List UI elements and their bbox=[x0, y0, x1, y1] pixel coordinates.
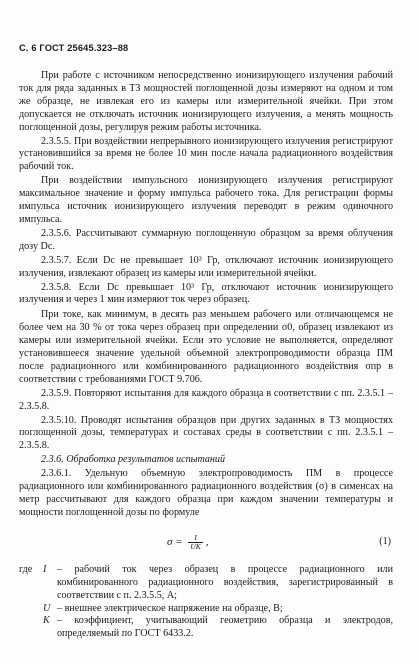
legend-lead: где bbox=[19, 563, 33, 575]
formula-tail: , bbox=[205, 535, 209, 548]
legend-text: – рабочий ток через образец в процессе радиационного или комбинированного радиационного воздействия, зарегистрированный в соответствии с п. 2.3.5.5, А; bbox=[57, 563, 393, 601]
section-title: 2.3.6. Обработка результатов испытаний bbox=[41, 454, 226, 466]
formula-fraction bbox=[188, 534, 202, 551]
legend-item bbox=[19, 564, 393, 603]
paragraph: 2.3.5.10. Проводят испытания образцов при других заданных в ТЗ мощностях поглощенной дозы, температурах и составах среды в соответствии с пп. 2.3.5.1 – 2.3.5.8. bbox=[19, 414, 393, 452]
paragraph: 2.3.5.5. При воздействии непрерывного ионизирующего излучения регистрируют установившийся за время не более 10 мин после начала радиационного воздействия рабочий ток. bbox=[19, 135, 393, 173]
formula bbox=[19, 528, 393, 558]
legend-symbol: I bbox=[43, 563, 47, 575]
paragraph: 2.3.5.7. Если Dс не превышает 10³ Гр, отключают источник ионизирующего излучения, извлекают образец из камеры или измерительной ячейки. bbox=[19, 254, 393, 279]
legend-text: – внешнее электрическое напряжение на образце, В; bbox=[57, 602, 283, 614]
paragraph: 2.3.6.1. Удельную объемную электропроводимость ПМ в процессе радиационного или комбинированного радиационного воздействия (σ) в сименсах на метр рассчитывают для каждого образца при каждом значении температуры и мощности поглощенной дозы по формуле bbox=[19, 468, 393, 518]
legend-item bbox=[19, 615, 393, 641]
paragraph: При воздействии импульсного ионизирующего излучения регистрируют максимальное значение и форму импульса рабочего тока. Для регистрации формы импульса источник ионизирующего излучения переводят в режим одиночного импульса. bbox=[19, 175, 393, 225]
paragraph: При работе с источником непосредственно ионизирующего излучения рабочий ток для ряда заданных в ТЗ мощностей поглощенной дозы измеряют на одном и том же образце, не извлекая его из камеры или измерительной ячейки. При этом допускается не отключать источник ионизирующего излучения, а менять мощность поглощенной дозы, регулируя режим работы источника. bbox=[19, 70, 393, 133]
paragraph: 2.3.5.6. Рассчитывают суммарную поглощенную образцом за время облучения дозу Dс. bbox=[19, 227, 393, 252]
paragraph: 2.3.5.8. Если Dс превышает 10³ Гр, отключают источник ионизирующего излучения и через 1 мин измеряют ток через образец. bbox=[19, 281, 393, 306]
legend-symbol: U bbox=[43, 602, 51, 614]
formula-legend bbox=[19, 564, 393, 641]
body-text bbox=[19, 70, 393, 641]
paragraph: 2.3.5.9. Повторяют испытания для каждого образца в соответствии с пп. 2.3.5.1 – 2.3.5.8. bbox=[19, 387, 393, 412]
formula-denominator: UK bbox=[190, 541, 201, 551]
legend-text: – коэффициент, учитывающий геометрию образца и электродов, определяемый по ГОСТ 6433.2. bbox=[57, 615, 393, 640]
legend-item bbox=[19, 603, 393, 616]
formula-numerator: I bbox=[188, 534, 202, 543]
page-header: С. 6 ГОСТ 25645.323–88 bbox=[19, 43, 129, 53]
formula-lhs: σ = bbox=[167, 535, 183, 548]
paragraph: При токе, как минимум, в десять раз меньшем рабочего или отличающемся не более чем на 30 % от тока через образец при определении σ0, образец извлекают из камеры или измерительной ячейки. Если это условие не выполняется, определяют установившееся значение удельной объемной электропроводимости образца ПМ после радиационного или комбинированного радиационного воздействия σпр в соответствии с требованиями ГОСТ 9.706. bbox=[19, 309, 393, 385]
equation-number: (1) bbox=[379, 535, 391, 547]
legend-symbol: K bbox=[43, 615, 50, 627]
